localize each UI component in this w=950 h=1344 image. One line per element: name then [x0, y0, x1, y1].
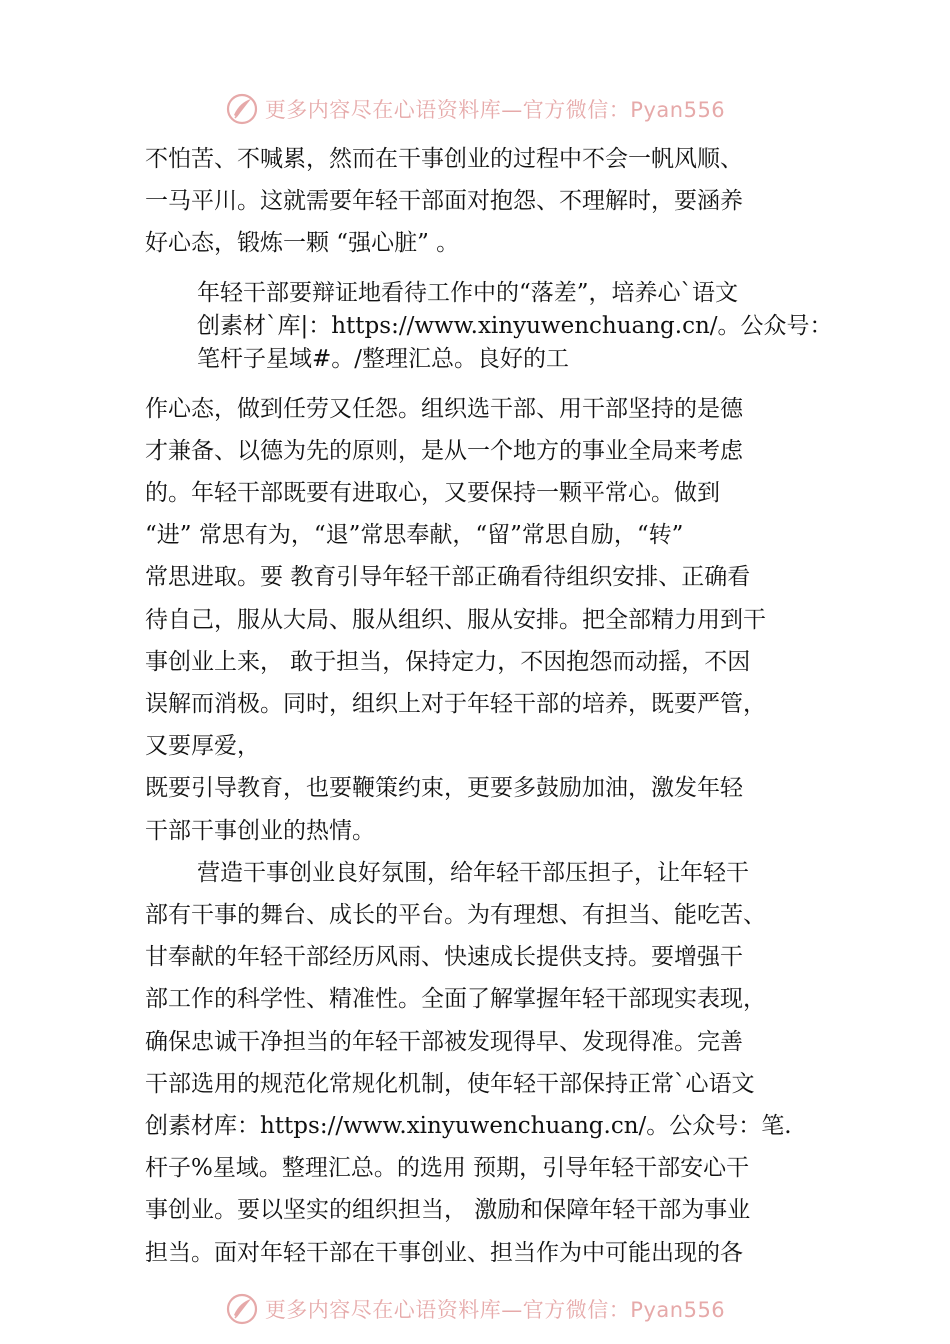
text-line: “进” 常思有为，“退”常思奉献，“留”常思自励，“转”	[145, 522, 684, 549]
text-line: 待自己，服从大局、服从组织、服从安排。把全部精力用到干	[145, 606, 766, 633]
text-line: 杆子%星域。整理汇总。的选用 预期，引导年轻干部安心干	[145, 1155, 750, 1182]
text-line: 部工作的科学性、精准性。全面了解掌握年轻干部现实表现，	[145, 986, 766, 1013]
text-line: 好心态，锻炼一颗 “强心脏” 。	[145, 230, 460, 257]
text-line: 事创业。要以坚实的组织担当， 激励和保障年轻干部为事业	[145, 1197, 751, 1224]
text-line: 部有干事的舞台、成长的平台。为有理想、有担当、能吃苦、	[145, 902, 766, 929]
pen-logo-icon	[225, 92, 259, 126]
paragraph-first-line: 年轻干部要辩证地看待工作中的“落差”，培养心`语文	[197, 279, 739, 306]
text-line: 甘奉献的年轻干部经历风雨、快速成长提供支持。要增强干	[145, 944, 743, 971]
paragraph-first-line: 营造干事创业良好氛围，给年轻干部压担子，让年轻干	[197, 859, 749, 886]
text-line: 事创业上来， 敢于担当，保持定力，不因抱怨而动摇，不因	[145, 648, 751, 675]
text-line: 干部干事创业的热情。	[145, 817, 375, 844]
text-line: 创素材库：https://www.xinyuwenchuang.cn/。公众号：笔.	[145, 1113, 792, 1140]
text-line: 作心态，做到任劳又任怨。组织选干部、用干部坚持的是德	[145, 395, 743, 422]
pen-logo-icon	[225, 1292, 259, 1326]
text-line: 笔杆子星域#。/整理汇总。良好的工	[197, 345, 570, 372]
header-watermark-text: 更多内容尽在心语资料库—官方微信：Pyan556	[264, 98, 726, 122]
header-watermark	[0, 84, 950, 134]
text-line: 一马平川。这就需要年轻干部面对抱怨、不理解时，要涵养	[145, 188, 743, 215]
text-line: 误解而消极。同时，组织上对于年轻干部的培养，既要严管，	[145, 691, 766, 718]
footer-watermark-text: 更多内容尽在心语资料库—官方微信：Pyan556	[264, 1298, 726, 1322]
text-line: 的。年轻干部既要有进取心，又要保持一颗平常心。做到	[145, 480, 720, 507]
footer-watermark	[0, 1284, 950, 1334]
text-line: 才兼备、以德为先的原则，是从一个地方的事业全局来考虑	[145, 437, 743, 464]
document-body	[145, 138, 835, 1274]
text-line: 干部选用的规范化常规化机制，使年轻干部保持正常`心语文	[145, 1070, 755, 1097]
text-line: 不怕苦、不喊累，然而在干事创业的过程中不会一帆风顺、	[145, 146, 743, 172]
text-line: 常思进取。要 教育引导年轻干部正确看待组织安排、正确看	[145, 564, 751, 591]
text-line: 担当。面对年轻干部在干事创业、担当作为中可能出现的各	[145, 1239, 743, 1266]
text-line: 确保忠诚干净担当的年轻干部被发现得早、发现得准。完善	[145, 1028, 743, 1055]
text-line: 又要厚爱，	[145, 733, 260, 760]
text-line: 创素材`库|：https://www.xinyuwenchuang.cn/。公众号：	[197, 312, 833, 339]
text-line: 既要引导教育，也要鞭策约束，更要多鼓励加油，激发年轻	[145, 775, 743, 802]
